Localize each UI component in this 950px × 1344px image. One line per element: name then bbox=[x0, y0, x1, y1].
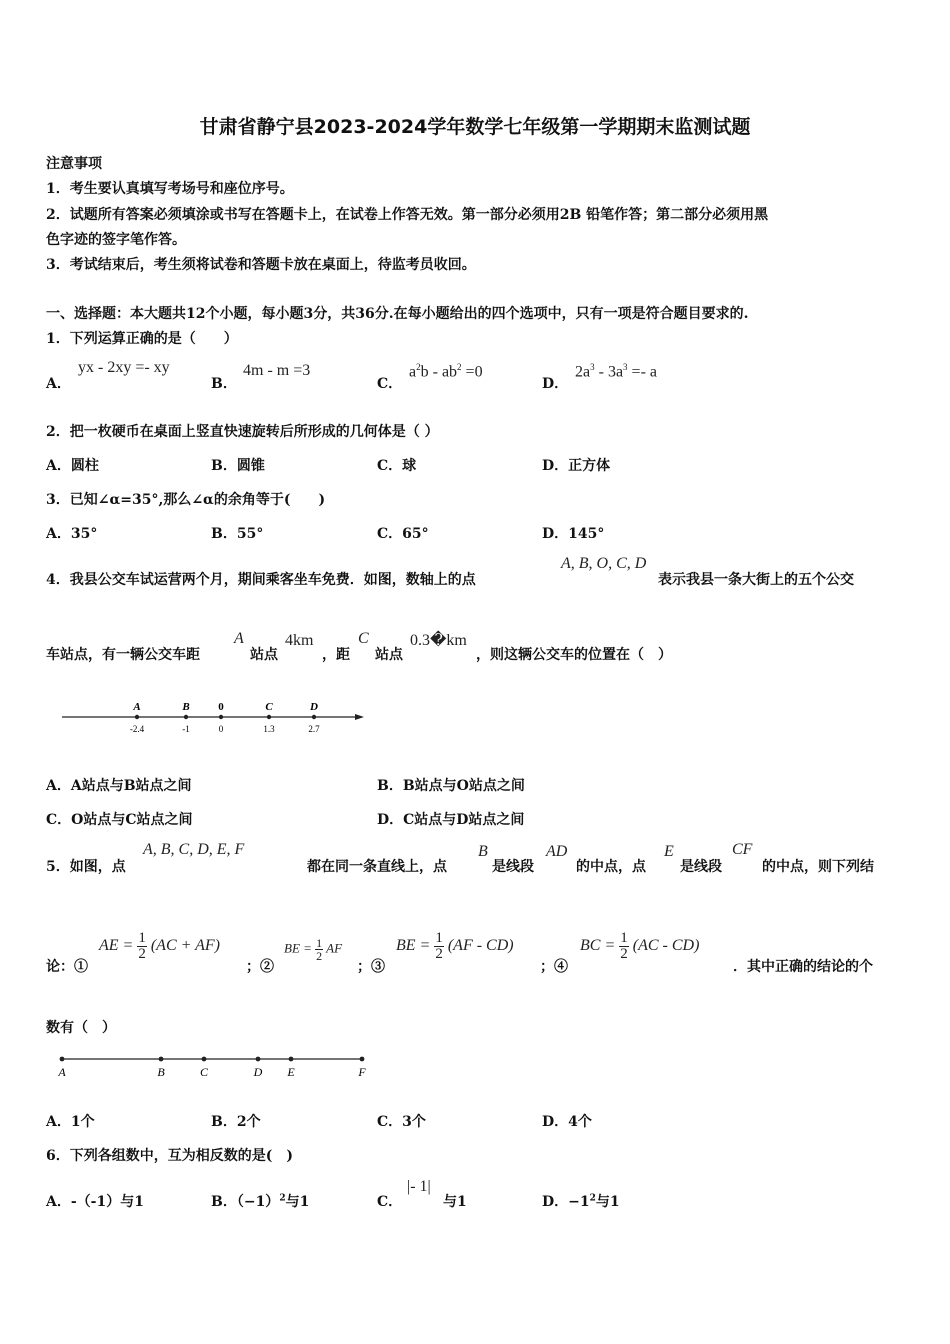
q6-option-c-label: C． bbox=[377, 1194, 403, 1210]
q5-figure-label: F bbox=[358, 1065, 366, 1079]
q5-figure-point bbox=[159, 1057, 164, 1062]
q6-option-c-tail: 与1 bbox=[443, 1194, 467, 1210]
q3-option-b: B．55° bbox=[211, 526, 264, 542]
page-title: 甘肃省静宁县2023-2024学年数学七年级第一学期期末监测试题 bbox=[199, 116, 751, 138]
q4-line2-part3: ，距 bbox=[322, 647, 350, 663]
notice-item-2-cont: 色字迹的签字笔作答。 bbox=[46, 232, 186, 248]
q5-stem-part5: 是线段 bbox=[680, 859, 722, 875]
q5-sep-4: ；④ bbox=[540, 959, 568, 975]
q5-line2-lead: 论：① bbox=[46, 959, 88, 975]
q5-sep-2: ；② bbox=[246, 959, 274, 975]
q1-option-a-label: A． bbox=[46, 376, 71, 392]
q4-axis-point bbox=[267, 715, 271, 719]
q5-figure-label: A bbox=[58, 1065, 66, 1079]
q6-option-a: A．-（-1）与1 bbox=[46, 1194, 144, 1210]
q5-option-b: B．2个 bbox=[211, 1114, 261, 1130]
q5-stem-part2: 都在同一条直线上，点 bbox=[307, 859, 447, 875]
q2-option-a: A．圆柱 bbox=[46, 458, 99, 474]
q4-axis-value: 2.7 bbox=[308, 724, 320, 734]
q5-figure-label: D bbox=[253, 1065, 263, 1079]
q1-option-d-math: $2a^3 - 3a^3 =- a$ bbox=[575, 362, 657, 381]
q5-seg-cf: CF bbox=[732, 841, 753, 858]
q1-option-c-label: C． bbox=[377, 376, 403, 392]
notice-heading: 注意事项 bbox=[46, 156, 102, 172]
q4-axis-point bbox=[219, 715, 223, 719]
q4-var-a: A bbox=[234, 630, 244, 647]
q5-seg-ad: AD bbox=[546, 843, 568, 860]
q4-axis-label: 0 bbox=[218, 701, 224, 713]
q3-option-a: A．35° bbox=[46, 526, 98, 542]
q6-option-c-math: |- 1| bbox=[407, 1178, 431, 1195]
q5-var-b: B bbox=[478, 843, 488, 860]
q5-stem-part3: 是线段 bbox=[492, 859, 534, 875]
q5-line2-tail: ．其中正确的结论的个 bbox=[733, 959, 873, 975]
q2-option-c: C．球 bbox=[377, 458, 417, 474]
q4-axis-value: -1 bbox=[182, 724, 190, 734]
q5-figure-point bbox=[289, 1057, 294, 1062]
q5-stem-part4: 的中点，点 bbox=[576, 859, 646, 875]
q1-option-c-math: $a^2b - ab^2 =0$ bbox=[409, 362, 483, 381]
q6-stem: 6．下列各组数中，互为相反数的是( ) bbox=[46, 1148, 293, 1164]
q1-option-a-math: yx - 2xy =- xy bbox=[78, 359, 170, 376]
q5-figure-label: B bbox=[157, 1065, 165, 1079]
q4-number-line bbox=[58, 696, 370, 740]
q4-stem-part2: 表示我县一条大街上的五个公交 bbox=[658, 572, 854, 588]
q2-stem: 2．把一枚硬币在桌面上竖直快速旋转后所形成的几何体是（ ） bbox=[46, 424, 439, 440]
q4-axis-point bbox=[312, 715, 316, 719]
q6-option-d: D．$-1^2$与1 bbox=[542, 1193, 620, 1210]
notice-item-2: 2．试题所有答案必须填涂或书写在答题卡上，在试卷上作答无效。第一部分必须用2B 铅笔作答；第二部分必须用黑 bbox=[46, 207, 769, 223]
q5-line3: 数有（ ） bbox=[46, 1020, 116, 1036]
q5-conclusion-2: BE = $\frac{1}{2}$ AF bbox=[284, 936, 343, 963]
q4-stem-part1: 4．我县公交车试运营两个月，期间乘客坐车免费．如图，数轴上的点 bbox=[46, 572, 476, 588]
q4-axis-label: B bbox=[182, 701, 190, 713]
q1-option-d-label: D． bbox=[542, 376, 569, 392]
q5-segment-figure bbox=[50, 1050, 380, 1080]
q4-axis-value: 1.3 bbox=[263, 724, 275, 734]
q3-stem: 3．已知∠α=35°,那么∠α的余角等于( ) bbox=[46, 492, 326, 508]
notice-item-3: 3．考试结束后，考生须将试卷和答题卡放在桌面上，待监考员收回。 bbox=[46, 257, 476, 273]
q4-line2-part2: 站点 bbox=[250, 647, 278, 663]
q4-points-math: A, B, O, C, D bbox=[561, 555, 647, 572]
q4-option-a: A．A站点与B站点之间 bbox=[46, 778, 192, 794]
q4-axis-label: A bbox=[133, 701, 141, 713]
q5-conclusion-3: BE = $\frac{1}{2}$ (AF - CD) bbox=[396, 930, 514, 962]
q3-option-d: D．145° bbox=[542, 526, 605, 542]
q5-option-d: D．4个 bbox=[542, 1114, 592, 1130]
q4-option-c: C．O站点与C站点之间 bbox=[46, 812, 193, 828]
q4-line2-part5: ，则这辆公交车的位置在（ ） bbox=[476, 647, 672, 663]
q4-axis-label: D bbox=[310, 701, 318, 713]
q5-figure-label: E bbox=[287, 1065, 295, 1079]
q5-conclusion-4: BC = $\frac{1}{2}$ (AC - CD) bbox=[580, 930, 700, 962]
q4-option-b: B．B站点与O站点之间 bbox=[377, 778, 525, 794]
q5-stem-part1: 5．如图，点 bbox=[46, 859, 126, 875]
q3-option-c: C．65° bbox=[377, 526, 429, 542]
q4-axis-point bbox=[135, 715, 139, 719]
q1-option-b-label: B． bbox=[211, 376, 237, 392]
q5-points-math: A, B, C, D, E, F bbox=[143, 841, 245, 858]
q5-option-a: A．1个 bbox=[46, 1114, 95, 1130]
q4-dist2: 0.3�km bbox=[410, 632, 467, 649]
q6-option-b: B．$(-1)^2$与1 bbox=[211, 1193, 310, 1210]
q5-sep-3: ；③ bbox=[357, 959, 385, 975]
q4-axis-point bbox=[184, 715, 188, 719]
q1-stem: 1．下列运算正确的是（ ） bbox=[46, 331, 238, 347]
q4-option-d: D．C站点与D站点之间 bbox=[377, 812, 525, 828]
notice-item-1: 1．考生要认真填写考场号和座位序号。 bbox=[46, 181, 294, 197]
q5-figure-point bbox=[360, 1057, 365, 1062]
q1-option-b-math: 4m - m =3 bbox=[243, 362, 311, 379]
q5-figure-point bbox=[202, 1057, 207, 1062]
q5-figure-label: C bbox=[199, 1065, 209, 1079]
q5-stem-part6: 的中点，则下列结 bbox=[762, 859, 874, 875]
q2-option-b: B．圆锥 bbox=[211, 458, 265, 474]
q4-axis-value: -2.4 bbox=[129, 724, 145, 734]
q4-line2-part4: 站点 bbox=[375, 647, 403, 663]
q5-figure-point bbox=[256, 1057, 261, 1062]
q4-dist1: 4km bbox=[285, 632, 314, 649]
section-heading: 一、选择题：本大题共12个小题，每小题3分，共36分.在每小题给出的四个选项中，只有一项是符合题目要求的. bbox=[46, 306, 749, 322]
q4-var-c: C bbox=[358, 630, 369, 647]
q5-conclusion-1: AE = $\frac{1}{2}$ (AC + AF) bbox=[99, 930, 220, 962]
q5-var-e: E bbox=[664, 843, 674, 860]
q2-option-d: D．正方体 bbox=[542, 458, 611, 474]
q4-line2-part1: 车站点，有一辆公交车距 bbox=[46, 647, 200, 663]
q5-figure-point bbox=[60, 1057, 65, 1062]
q4-axis-label: C bbox=[265, 701, 273, 713]
q4-axis-value: 0 bbox=[218, 724, 224, 734]
q5-option-c: C．3个 bbox=[377, 1114, 426, 1130]
